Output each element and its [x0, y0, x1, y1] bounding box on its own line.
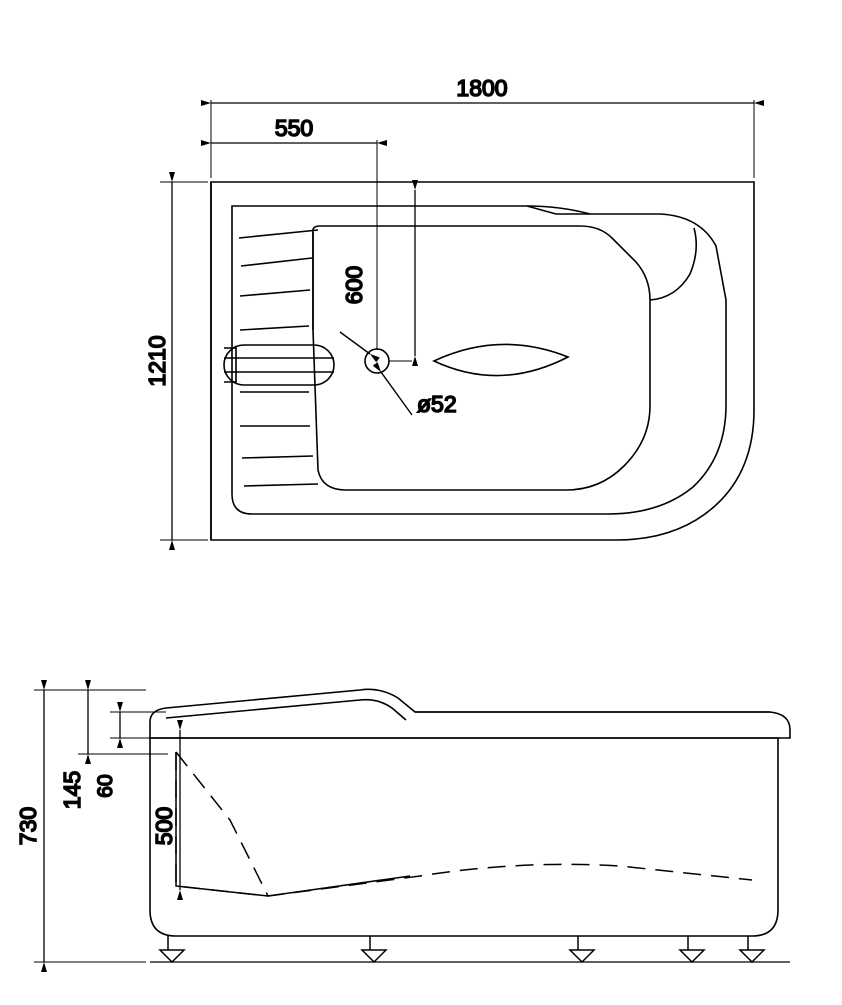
front-view-group [15, 689, 790, 962]
top-view-headrest-tab [224, 348, 236, 382]
front-view-feet [160, 936, 764, 962]
front-view-basin-solid [176, 752, 410, 896]
dim-label-60: 60 [94, 774, 117, 798]
top-view-headrest [224, 345, 334, 385]
foot-5 [740, 936, 764, 962]
front-view-body [150, 738, 778, 936]
front-view-basin-slope [176, 752, 268, 896]
dim-label-1800: 1800 [456, 75, 508, 101]
drain-leader-line [381, 372, 412, 415]
top-view-basin [313, 226, 650, 490]
front-view-rim-inner [166, 700, 406, 720]
dim-label-drain-diameter: ø52 [417, 391, 457, 417]
top-view-seat-arc-4 [240, 326, 309, 330]
top-view-inner-rim [232, 206, 726, 514]
top-view-right-sweep [650, 228, 696, 300]
drain-leader-line-2 [340, 332, 370, 354]
foot-1 [160, 936, 184, 962]
top-view-leaf-detail [434, 344, 568, 375]
foot-3 [570, 936, 594, 962]
dim-label-500: 500 [151, 806, 177, 846]
top-view-seat-arc-3 [240, 290, 310, 296]
top-view-group [144, 75, 754, 540]
front-view-basin-profile [176, 752, 752, 896]
top-view-seat-arc-7 [242, 456, 313, 458]
dim-label-145: 145 [59, 770, 85, 810]
front-view-rim [150, 689, 790, 738]
top-view-outline [211, 182, 754, 540]
top-view-seat-arc-2 [241, 258, 312, 266]
dim-label-600: 600 [341, 265, 367, 305]
dim-label-730: 730 [15, 806, 41, 846]
foot-2 [362, 936, 386, 962]
top-view-seat-arc-8 [244, 484, 318, 486]
foot-4 [680, 936, 704, 962]
dim-label-550: 550 [274, 115, 314, 141]
dim-label-1210: 1210 [144, 335, 170, 387]
top-view-seat-arc-1 [239, 230, 318, 238]
